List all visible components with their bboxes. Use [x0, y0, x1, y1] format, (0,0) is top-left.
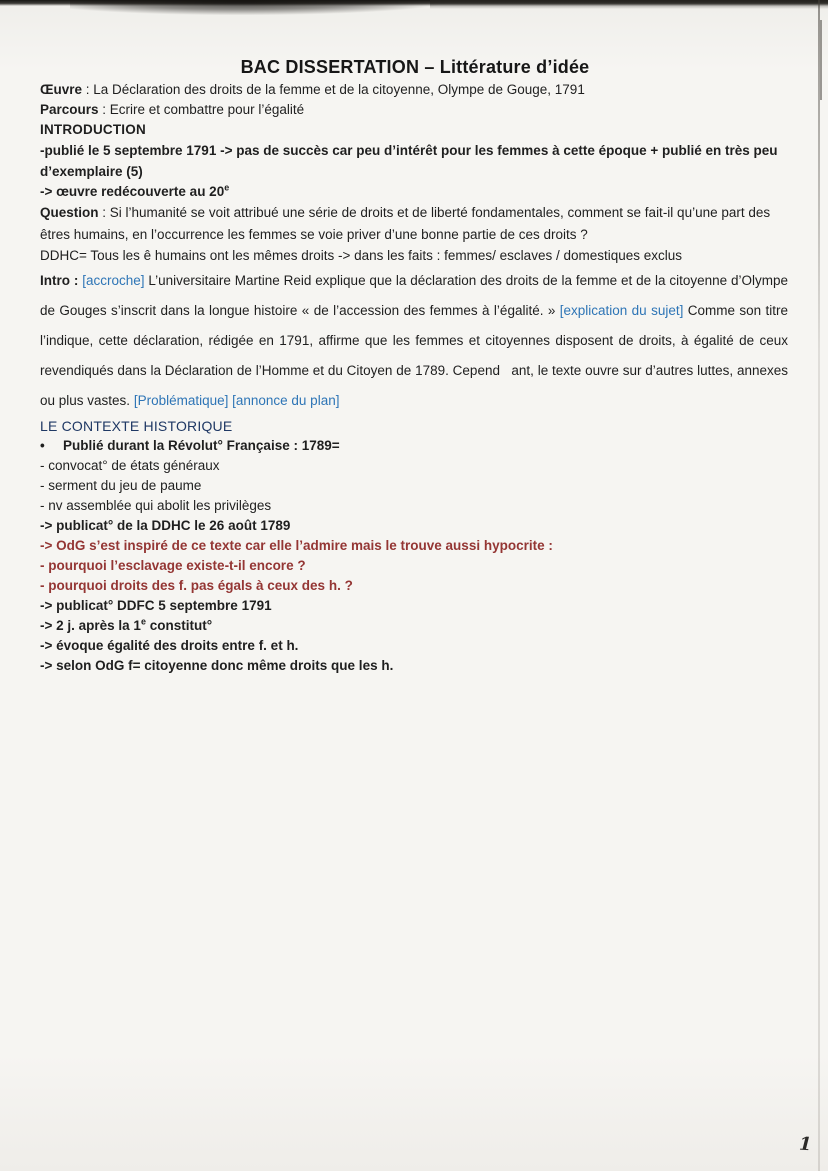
ddfc-publication-line: -> publicat° DDFC 5 septembre 1791 — [40, 598, 272, 613]
question-droits-line: - pourquoi droits des f. pas égals à ceux des h. ? — [40, 578, 353, 593]
parcours-text: : Ecrire et combattre pour l’égalité — [98, 102, 305, 117]
accroche-text: L’universitaire Martine Reid explique que la déclaration des droits de la femme et de la citoyenne d’Olympe de Gouges s’inscrit dans la longue histoire « de l’accession des femmes à l’égalité. » — [40, 273, 789, 318]
serment-line: - serment du jeu de paume — [40, 478, 202, 493]
rediscovery-text: -> œuvre redécouverte au 20 — [40, 184, 225, 199]
accroche-tag: [accroche] — [82, 273, 145, 288]
parcours-label: Parcours — [40, 102, 99, 117]
constitution-suffix: constitut° — [145, 618, 213, 633]
assemblee-line: - nv assemblée qui abolit les privilèges — [40, 498, 272, 513]
bullet-marker: • — [40, 438, 45, 453]
intro-label: Intro — [40, 273, 70, 288]
convocation-line: - convocat° de états généraux — [40, 458, 220, 473]
constitution-line — [40, 616, 790, 636]
constitution-prefix: -> 2 j. après la 1 — [40, 618, 141, 633]
rediscovery-note — [40, 182, 790, 202]
citoyenne-line: -> selon OdG f= citoyenne donc même droits que les h. — [40, 658, 394, 673]
oeuvre-label: Œuvre — [40, 82, 83, 97]
question-line — [40, 202, 790, 246]
explication-tag: [explication du sujet] — [559, 303, 684, 318]
oeuvre-text: : La Déclaration des droits de la femme et de la citoyenne, Olympe de Gouge, 1791 — [82, 82, 585, 97]
introduction-heading: INTRODUCTION — [40, 122, 146, 137]
question-text: : Si l’humanité se voit attribué une série de droits et de liberté fondamentales, comment se fait-il qu’une part des êtres humains, en l’occurrence les femmes se voie priver d’une bonne partie de ces droits ? — [40, 205, 771, 242]
intro-paragraph — [40, 266, 790, 416]
intro-colon: : — [70, 273, 83, 288]
question-esclavage-line: - pourquoi l’esclavage existe-t-il encore ? — [40, 558, 306, 573]
rediscovery-superscript: e — [224, 182, 230, 193]
bullet-text: Publié durant la Révolut° Française : 1789= — [63, 438, 340, 453]
parcours-line — [40, 100, 790, 120]
contexte-heading: LE CONTEXTE HISTORIQUE — [40, 418, 233, 434]
explication-text: Comme son titre l’indique, cette déclaration, rédigée en 1791, affirme que les femmes et citoyennes disposent de droits, à égalité de ceux revendiqués dans la Déclaration de l’Homme et du Citoyen de 1789. Cepend ant, le texte ouvre sur d’autres luttes, annexes ou plus vastes. — [40, 303, 789, 408]
odg-inspiration-line: -> OdG s’est inspiré de ce texte car elle l’admire mais le trouve aussi hypocrite : — [40, 538, 553, 553]
document-title: BAC DISSERTATION – Littérature d’idée — [240, 57, 590, 77]
oeuvre-line — [40, 80, 790, 100]
problematique-tag: [Problématique] [annonce du plan] — [133, 393, 340, 408]
question-label: Question — [40, 205, 99, 220]
page-number: 1 — [798, 1133, 813, 1156]
contexte-bullet-line — [40, 436, 790, 456]
ddhc-publication-line: -> publicat° de la DDHC le 26 août 1789 — [40, 518, 291, 533]
publication-note: -publié le 5 septembre 1791 -> pas de succès car peu d’intérêt pour les femmes à cette époque + publié en très peu d’exemplaire (5) — [40, 143, 778, 179]
constitution-superscript: e — [140, 616, 146, 627]
egalite-line: -> évoque égalité des droits entre f. et h. — [40, 638, 299, 653]
ddhc-note: DDHC= Tous les ê humains ont les mêmes droits -> dans les faits : femmes/ esclaves / domestiques exclus — [40, 248, 683, 263]
